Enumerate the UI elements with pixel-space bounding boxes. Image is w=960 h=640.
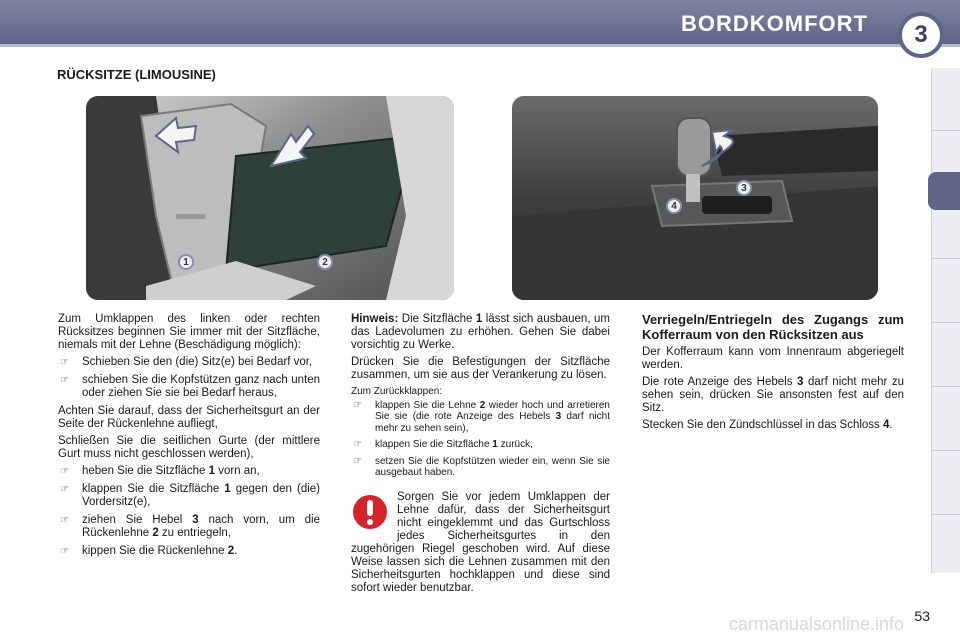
list-item: ☞ Schieben Sie den (die) Sitz(e) bei Bedarf vor, [60,356,313,368]
folding-steps-list [58,465,320,558]
section-title: RÜCKSITZE (LIMOUSINE) [57,67,216,82]
preparation-list [58,356,320,400]
fold-back-list [351,400,610,479]
warning-text: Sorgen Sie vor jedem Umklappen der Lehne dafür, dass der Sicherheitsgurt nicht eingeklemmt und das Gurtschloss jedes Sicherheitsgurtes in den zugehörigen Riegel geschoben wird. Auf diese Weise lassen sich die Lehnen zusammen mit den Sicherheitsgurten hochklappen und diese sind sofort wieder benutzbar. [351,491,610,594]
column-seat-folding [58,313,320,563]
bullet-icon: ☞ [60,515,69,526]
chapter-number-badge: 3 [898,12,944,58]
side-tab-divider [932,514,960,515]
bullet-icon: ☞ [60,375,69,386]
bullet-icon: ☞ [353,439,362,450]
trunk-paragraph-1: Der Kofferraum kann vom Innenraum abgeriegelt werden. [642,346,904,371]
list-item: ☞ heben Sie die Sitzfläche 1 vorn an, [60,465,260,477]
list-item: ☞ klappen Sie die Sitzfläche 1 zurück, [353,439,533,450]
header-rule [0,44,960,47]
bullet-icon: ☞ [353,399,362,411]
chapter-title: BORDKOMFORT [681,11,868,36]
warning-box [351,491,610,599]
list-item: ☞ klappen Sie die Sitzfläche 1 gegen den (die) Vordersitz(e), [60,483,321,508]
side-tab-divider [932,258,960,259]
seatbelt-paragraph: Achten Sie darauf, dass der Sicherheitsgurt an der Seite der Rückenlehne aufliegt, [58,405,320,430]
intro-paragraph: Zum Umklappen des linken oder rechten Rücksitzes beginnen Sie immer mit der Sitzfläche, niemals mit der Lehne (Beschädigung möglich): [58,313,320,351]
list-item: ☞ kippen Sie die Rückenlehne 2. [60,545,238,557]
list-item: ☞ klappen Sie die Lehne 2 wieder hoch und arretieren Sie sie (die rote Anzeige des Hebels 3 darf nicht mehr zu sehen sein), [353,399,610,434]
side-tab-divider [932,450,960,451]
trunk-lock-drawing [512,96,878,300]
callout-2: 2 [317,254,333,270]
callout-4: 4 [666,198,682,214]
list-item: ☞ schieben Sie die Kopfstützen ganz nach unten oder ziehen Sie sie bei Bedarf heraus, [60,374,320,399]
bullet-icon: ☞ [60,466,69,477]
rear-seat-drawing [86,96,454,300]
callout-1: 1 [178,254,194,270]
side-tab-divider [932,322,960,323]
trunk-access-heading: Verriegeln/Entriegeln des Zugangs zum Kofferraum von den Rücksitzen aus [642,312,904,342]
trunk-access-lock-illustration [512,96,878,300]
buckle-paragraph: Schließen Sie die seitlichen Gurte (der mittlere Gurt muss nicht geschlossen werden), [58,435,320,460]
list-item: ☞ ziehen Sie Hebel 3 nach vorn, um die Rückenlehne 2 zu entriegeln, [60,514,320,539]
release-paragraph: Drücken Sie die Befestigungen der Sitzfläche zusammen, um sie aus der Verankerung zu lösen. [351,356,610,381]
watermark: carmanualsonline.info [728,614,904,634]
chapter-side-tabs [931,68,960,573]
bullet-icon: ☞ [353,455,362,467]
column-trunk-access [642,312,904,436]
bullet-icon: ☞ [60,484,69,495]
fold-back-heading: Zum Zurückklappen: [351,386,443,397]
page-number: 53 [914,608,930,624]
rear-seat-folding-illustration [86,96,454,300]
bullet-icon: ☞ [60,546,69,557]
side-tab-active[interactable] [928,172,960,210]
trunk-paragraph-2: Die rote Anzeige des Hebels 3 darf nicht mehr zu sehen sein, drücken Sie ansonsten fest auf den Sitz. [642,376,905,414]
trunk-paragraph-3: Stecken Sie den Zündschlüssel in das Schloss 4. [642,419,893,431]
hint-paragraph: Hinweis: Die Sitzfläche 1 lässt sich ausbauen, um das Ladevolumen zu erhöhen. Gehen Sie dabei vorsichtig zu Werke. [351,313,610,351]
column-hint [351,313,610,484]
list-item: ☞ setzen Sie die Kopfstützen wieder ein, wenn Sie sie ausgebaut haben. [353,455,610,478]
side-tab-divider [932,130,960,131]
bullet-icon: ☞ [60,357,69,368]
side-tab-divider [932,386,960,387]
callout-3: 3 [736,180,752,196]
